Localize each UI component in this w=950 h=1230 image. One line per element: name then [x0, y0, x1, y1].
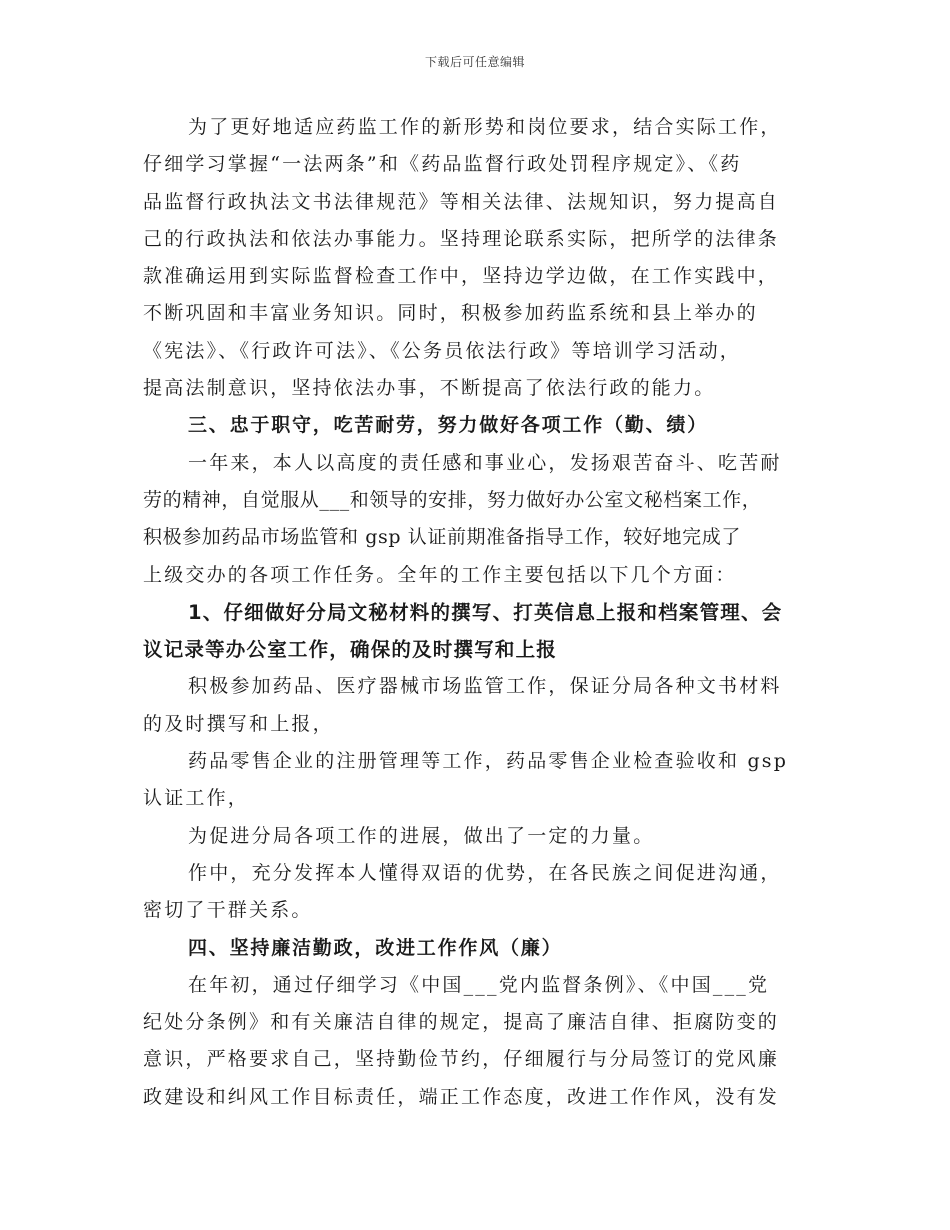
- section-heading: 四、坚持廉洁勤政，改进工作作风（廉）: [188, 936, 563, 959]
- subsection-heading: 1、仔细做好分局文秘材料的撰写、打英信息上报和档案管理、会: [188, 600, 783, 624]
- paragraph-line: 一年来，本人以高度的责任感和事业心，发扬艰苦奋斗、吃苦耐: [188, 451, 782, 474]
- paragraph-line: 品监督行政执法文书法律规范》等相关法律、法规知识，努力提高自: [143, 190, 780, 213]
- paragraph-line: 为促进分局各项工作的进展，做出了一定的力量。: [188, 824, 655, 847]
- paragraph-line: 密切了干群关系。: [143, 899, 313, 922]
- paragraph-line: 药品零售企业的注册管理等工作，药品零售企业检查验收和 gsp: [188, 750, 789, 773]
- paragraph-line: 款准确运用到实际监督检查工作中，坚持边学边做，在工作实践中，: [143, 265, 780, 288]
- paragraph-line: 仔细学习掌握“一法两条”和《药品监督行政处罚程序规定》、《药: [143, 153, 742, 176]
- paragraph-line: 积极参加药品、医疗器械市场监管工作，保证分局各种文书材料: [188, 675, 782, 698]
- document-body: [143, 109, 813, 1116]
- paragraph-line: 作中，充分发挥本人懂得双语的优势，在各民族之间促进沟通，: [188, 861, 782, 884]
- paragraph-line: 上级交办的各项工作任务。全年的工作主要包括以下几个方面：: [143, 563, 737, 586]
- paragraph-line: 积极参加药品市场监管和 gsp 认证前期准备指导工作，较好地完成了: [143, 526, 741, 549]
- paragraph-line: 纪处分条例》和有关廉洁自律的规定，提高了廉洁自律、拒腐防变的: [143, 1011, 780, 1034]
- paragraph-line: 提高法制意识，坚持依法办事，不断提高了依法行政的能力。: [143, 377, 716, 400]
- paragraph-line: 劳的精神，自觉服从___和领导的安排，努力做好办公室文秘档案工作，: [143, 488, 762, 511]
- subsection-heading: 议记录等办公室工作，确保的及时撰写和上报: [143, 638, 558, 662]
- paragraph-line: 的及时撰写和上报，: [143, 712, 334, 735]
- paragraph-line: 己的行政执法和依法办事能力。坚持理论联系实际，把所学的法律条: [143, 227, 780, 250]
- paragraph-line: 在年初，通过仔细学习《中国___党内监督条例》、《中国___党: [188, 973, 770, 996]
- paragraph-line: 为了更好地适应药监工作的新形势和岗位要求，结合实际工作，: [188, 116, 782, 138]
- paragraph-line: 意识，严格要求自己，坚持勤俭节约，仔细履行与分局签订的党风廉: [143, 1048, 780, 1071]
- paragraph-line: 不断巩固和丰富业务知识。同时，积极参加药监系统和县上举办的: [143, 302, 758, 325]
- section-heading: 三、忠于职守，吃苦耐劳，努力做好各项工作（勤、绩）: [188, 414, 709, 437]
- paragraph-line: 《宪法》、《行政许可法》、《公务员依法行政》等培训学习活动，: [143, 339, 742, 362]
- page-header-note: 下载后可任意编辑: [424, 55, 525, 69]
- paragraph-line: 认证工作，: [143, 787, 250, 810]
- paragraph-line: 政建设和纠风工作目标责任，端正工作态度，改进工作作风，没有发: [143, 1085, 780, 1108]
